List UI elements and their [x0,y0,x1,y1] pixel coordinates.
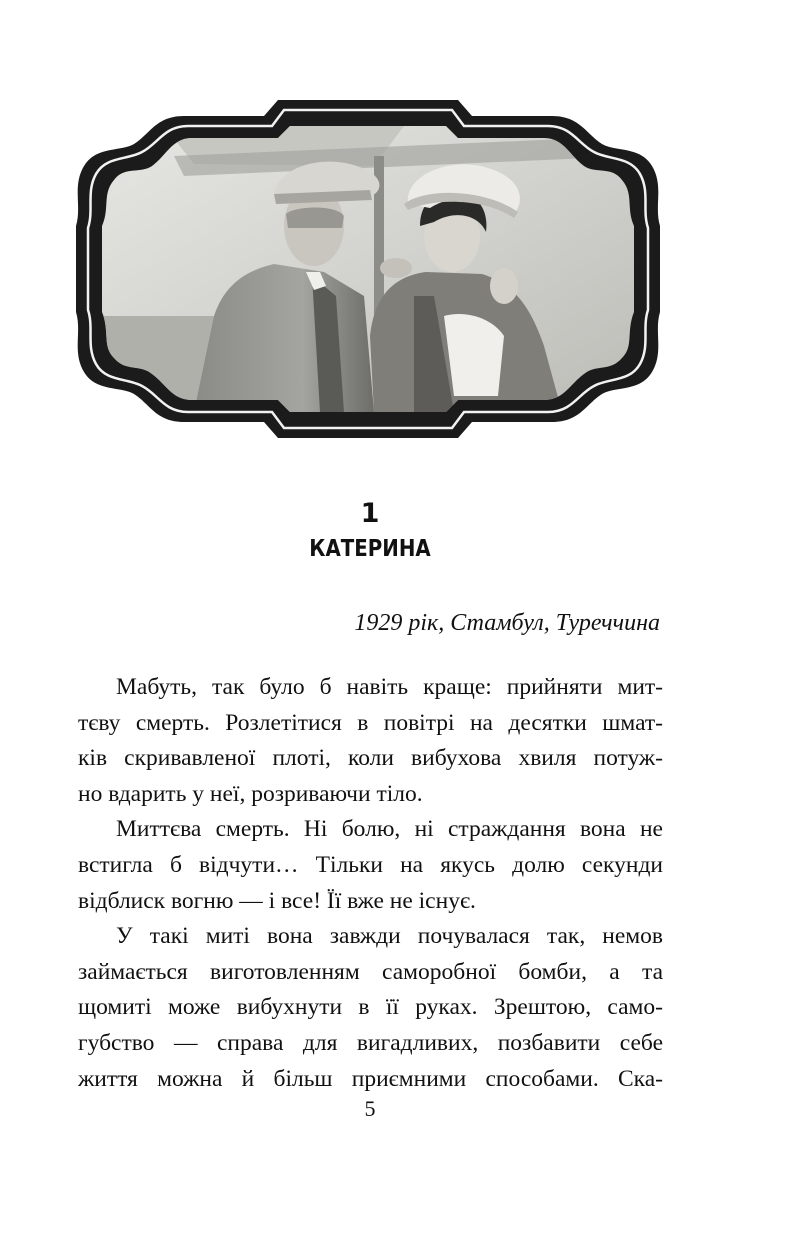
page-number: 5 [364,1096,376,1121]
text-line: У такі миті вона завжди почувалася так, немов [116,923,663,950]
text-line: життя можна й більш приємними способами. Ска- [78,1065,663,1092]
text-line: тєву смерть. Розлетітися в повітрі на десятки шмат- [78,709,663,736]
chapter-title: КАТЕРИНА [309,536,431,562]
text-line: но вдарить у неї, розриваючи тіло. [78,780,423,807]
chapter-number: 1 [360,498,380,529]
chapter-illustration [74,96,662,442]
text-line: Мабуть, так було б навіть краще: прийняти мит- [116,674,663,700]
dateline: 1929 рік, Стамбул, Туреччина [354,610,660,636]
text-line: займається виготовленням саморобної бомби, а та [78,958,663,985]
text-line: відблиск вогню — і все! Її вже не існує. [78,887,476,914]
text-line: встигла б відчути… Тільки на якусь долю секунди [78,851,663,878]
text-line: Миттєва смерть. Ні болю, ні страждання вона не [116,816,663,843]
body-text [78,670,663,1097]
text-line: губство — справа для вигадливих, позбавити себе [78,1029,663,1056]
text-line: ків скривавленої плоті, коли вибухова хвиля потуж- [78,745,663,772]
text-line: щомиті може вибухнути в її руках. Зрештою, само- [78,994,663,1021]
